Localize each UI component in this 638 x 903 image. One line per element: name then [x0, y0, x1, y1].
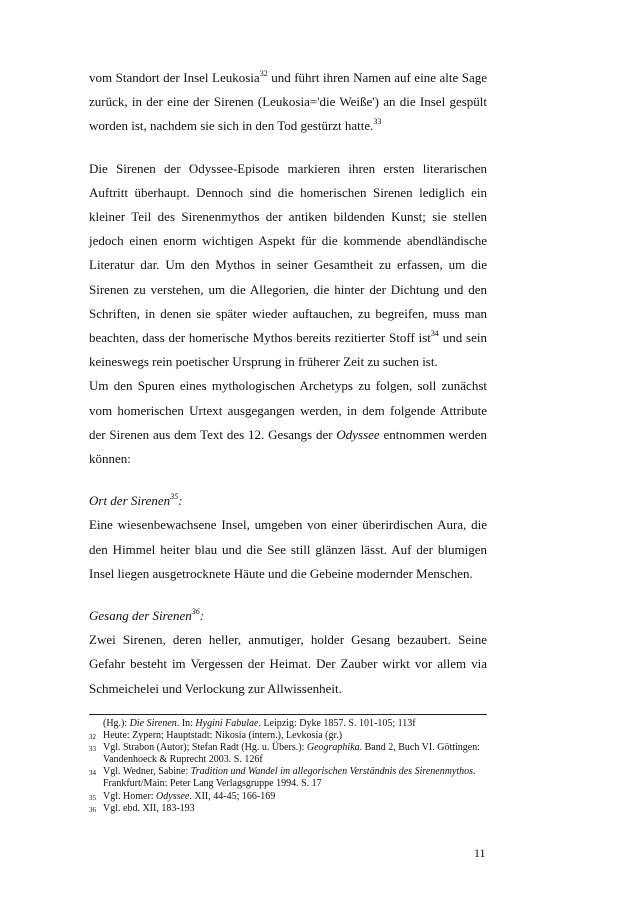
footnote-continuation — [89, 718, 487, 730]
footnote-text: . Band 2, Buch VI. Göttingen: Vandenhoeck & Ruprecht 2003. S. 126f — [103, 742, 481, 766]
footnote-ref-32: 32 — [259, 68, 268, 78]
footnote-ref-34: 34 — [430, 328, 439, 338]
paragraph-leukosia — [89, 66, 487, 139]
footnote-text: Vgl. Wedner, Sabine: — [103, 766, 191, 778]
paragraph-text: entnommen werden können: — [89, 426, 487, 467]
section-text-ort: Eine wiesenbewachsene Insel, umgeben von einer überirdischen Aura, die den Himmel heiter blau und die See still glänzen lässt. Auf der blumigen Insel liegen ausgetrocknete Häute und die Gebeine modernder Menschen. — [89, 517, 487, 581]
footnote-ref-35: 35 — [170, 491, 179, 501]
heading-colon: : — [178, 493, 183, 509]
paragraph-archetyp — [89, 374, 487, 471]
footnote-italic: Geographika — [306, 742, 360, 754]
heading-text: Ort der Sirenen — [89, 493, 171, 509]
section-heading-ort — [89, 489, 487, 513]
footnote-text: Vgl. ebd. XII, 183-193 — [103, 802, 195, 814]
paragraph-text: vom Standort der Insel Leukosia — [89, 70, 260, 85]
paragraph-text: Um den Spuren eines mythologischen Archetyps zu folgen, soll zunächst vom homerischen Urtext ausgegangen werden, in dem folgende Attribute der Sirenen aus dem Text des 12. Gesangs der — [89, 378, 487, 442]
paragraph-text: und führt ihren Namen auf eine alte Sage zurück, in der eine der Sirenen (Leukosia='die Weiße') an die Insel gespült worden ist, nachdem sie sich in den Tod gestürzt hatte. — [89, 70, 487, 134]
paragraph-odyssee-episode — [89, 157, 487, 375]
footnote-number: 36 — [89, 805, 96, 814]
footnote-34 — [89, 766, 487, 790]
footnote-number: 33 — [89, 745, 96, 754]
footnote-number: 35 — [89, 793, 96, 802]
section-text-gesang: Zwei Sirenen, deren heller, anmutiger, holder Gesang bezaubert. Seine Gefahr besteht im Vergessen der Heimat. Der Zauber wirkt vor allem via Schmeichelei und Verlockung zur Allwissenheit. — [89, 632, 487, 696]
footnote-35 — [89, 791, 487, 803]
section-heading-gesang — [89, 604, 487, 628]
footnote-36 — [89, 803, 487, 815]
footnote-italic: Tradition und Wandel im allegorischen Verständnis des Sirenenmythos — [190, 766, 474, 778]
footnote-number: 32 — [89, 733, 96, 742]
italic-title: Odyssee — [336, 426, 380, 442]
footnote-text: . Frankfurt/Main: Peter Lang Verlagsgruppe 1994. S. 17 — [103, 766, 476, 790]
footnote-ref-33: 33 — [373, 117, 382, 127]
heading-colon: : — [199, 608, 205, 624]
footnote-italic: Hygini Fabulae — [195, 718, 259, 729]
footnote-33 — [89, 742, 487, 766]
footnote-text: Vgl. Strabon (Autor); Stefan Radt (Hg. u. Übers.): — [103, 742, 307, 754]
page-number: 11 — [474, 846, 486, 860]
footnote-italic: Die Sirenen — [129, 718, 177, 729]
footnote-text: (Hg.): — [103, 718, 130, 729]
footnote-ref-36: 36 — [191, 606, 200, 616]
footnote-italic: Odyssee — [156, 790, 190, 802]
footnotes — [89, 714, 487, 815]
footnote-number: 34 — [89, 769, 96, 778]
body-text — [89, 66, 487, 701]
footnote-text: . XII, 44-45; 166-169 — [189, 790, 276, 802]
footnote-32 — [89, 730, 487, 742]
footnote-text: . In: — [176, 718, 196, 729]
paragraph-text: Die Sirenen der Odyssee-Episode markieren ihren ersten literarischen Auftritt überhaupt. Dennoch sind die homerischen Sirenen lediglich ein kleiner Teil des Sirenenmythos der antiken bildenden Kunst; sie stellen jedoch einen enorm wichtigen Aspekt für die kommende abendländische Literatur dar. Um den Mythos in seiner Gesamtheit zu erfassen, um die Sirenen zu verstehen, um die Allegorien, die hinter der Dichtung und den Schriften, in denen sie später wieder auftauchen, zu begreifen, muss man beachten, dass der homerische Mythos bereits rezitierter Stoff ist — [89, 160, 487, 346]
heading-text: Gesang der Sirenen — [89, 608, 192, 624]
footnote-text: . Leipzig: Dyke 1857. S. 101-105; 113f — [258, 718, 416, 729]
footnote-text: Heute: Zypern; Hauptstadt: Nikosia (intern.), Levkosía (gr.) — [103, 730, 343, 742]
footnote-text: Vgl. Homer: — [103, 790, 157, 802]
paragraph-text: und sein keineswegs rein poetischer Ursprung in früherer Zeit zu suchen ist. — [89, 330, 487, 370]
